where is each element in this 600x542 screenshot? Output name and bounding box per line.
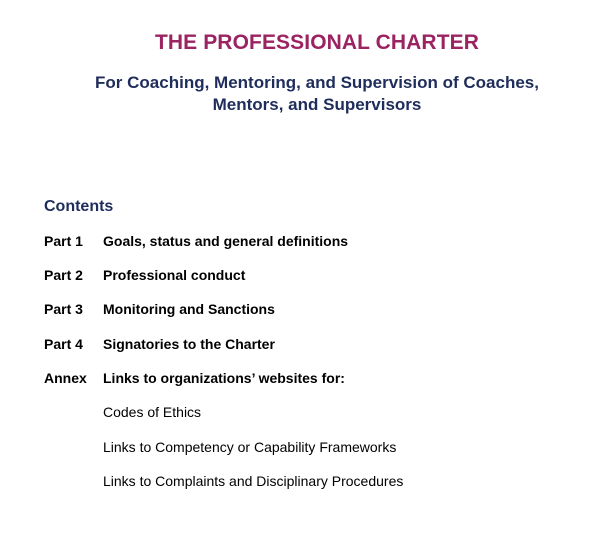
toc-part-label: Part 1 [44,233,83,249]
toc-part-label: Annex [44,370,87,386]
document-title: THE PROFESSIONAL CHARTER [154,31,480,54]
annex-item-complaints-procedures: Links to Complaints and Disciplinary Procedures [103,473,404,489]
subtitle-line-2: Mentors, and Supervisors [212,95,422,114]
toc-part-label: Part 4 [44,336,83,352]
toc-part-label: Part 2 [44,267,83,283]
toc-part-title: Signatories to the Charter [103,336,275,352]
subtitle-line-1: For Coaching, Mentoring, and Supervision of Coaches, [95,73,539,92]
toc-part-title: Links to organizations’ websites for: [103,370,345,386]
document-subtitle [0,72,600,116]
annex-item-codes-of-ethics: Codes of Ethics [103,404,202,420]
toc-part-label: Part 3 [44,301,83,317]
contents-heading: Contents [44,198,114,215]
annex-item-competency-frameworks: Links to Competency or Capability Frameworks [103,439,397,455]
toc-part-title: Monitoring and Sanctions [103,301,275,317]
toc-part-title: Goals, status and general definitions [103,233,349,249]
toc-part-title: Professional conduct [103,267,246,283]
